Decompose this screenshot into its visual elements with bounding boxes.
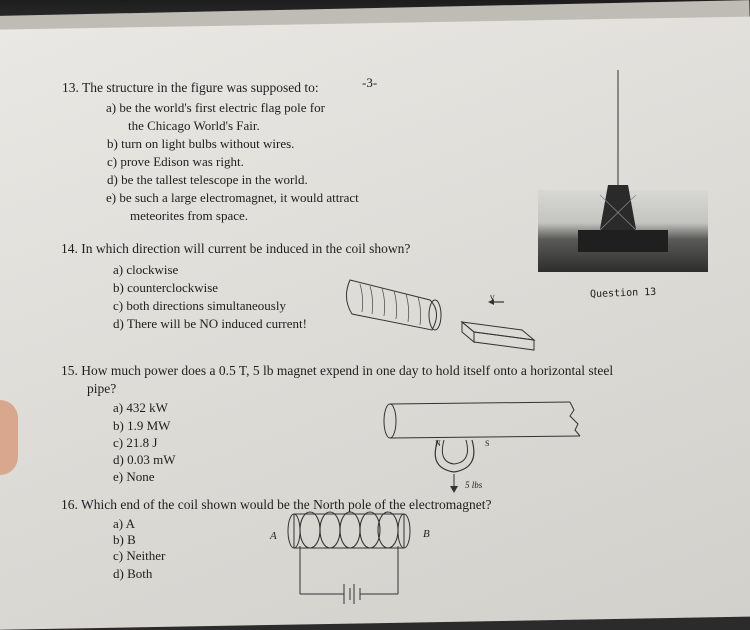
electromagnet-coil-drawing bbox=[280, 508, 430, 608]
q15-option-e: e) None bbox=[113, 469, 155, 484]
q13-caption: Question 13 bbox=[589, 286, 657, 301]
velocity-label: v bbox=[490, 292, 495, 302]
q16-option-b: b) B bbox=[113, 532, 136, 547]
q15-option-a: a) 432 kW bbox=[113, 400, 168, 415]
q14-option-b: b) counterclockwise bbox=[113, 280, 219, 295]
pole-s-label: S bbox=[485, 439, 490, 448]
q13-option-b: b) turn on light bulbs without wires. bbox=[107, 136, 295, 151]
tower-drawing bbox=[538, 70, 708, 275]
coil-end-a-label: A bbox=[270, 530, 277, 542]
q16-stem: 16. Which end of the coil shown would be the North pole of the electromagnet? bbox=[61, 497, 492, 512]
page-number: -3- bbox=[362, 75, 378, 90]
q15-option-b: b) 1.9 MW bbox=[113, 418, 171, 433]
q15-stem: 15. How much power does a 0.5 T, 5 lb magnet expend in one day to hold itself onto a horizontal steel bbox=[61, 363, 614, 378]
q13-option-a: a) be the world's first electric flag pole for bbox=[106, 100, 325, 115]
q13-option-c: c) prove Edison was right. bbox=[107, 154, 244, 169]
q14-option-a: a) clockwise bbox=[113, 262, 179, 277]
q15-stem-cont: pipe? bbox=[87, 381, 117, 396]
coil-drawing bbox=[340, 268, 450, 338]
q13-option-a-cont: the Chicago World's Fair. bbox=[128, 118, 260, 133]
q15-option-c: c) 21.8 J bbox=[113, 435, 158, 450]
q15-option-d: d) 0.03 mW bbox=[113, 452, 176, 467]
q13-stem: 13. The structure in the figure was supposed to: bbox=[62, 80, 319, 95]
coil-end-b-label: B bbox=[423, 528, 430, 540]
q13-option-e: e) be such a large electromagnet, it would attract bbox=[106, 190, 359, 205]
finger-edge bbox=[0, 400, 18, 475]
q13-option-d: d) be the tallest telescope in the world. bbox=[107, 172, 308, 187]
q16-option-d: d) Both bbox=[113, 566, 153, 581]
q14-option-c: c) both directions simultaneously bbox=[113, 298, 286, 313]
q14-stem: 14. In which direction will current be induced in the coil shown? bbox=[61, 241, 411, 256]
q13-option-e-cont: meteorites from space. bbox=[130, 208, 249, 223]
bar-magnet-drawing bbox=[458, 300, 540, 355]
q14-option-d: d) There will be NO induced current! bbox=[113, 316, 307, 331]
q16-option-c: c) Neither bbox=[113, 548, 166, 563]
weight-label: 5 lbs bbox=[465, 480, 483, 490]
q16-option-a: a) A bbox=[113, 516, 136, 531]
pole-n-label: N bbox=[435, 439, 441, 448]
